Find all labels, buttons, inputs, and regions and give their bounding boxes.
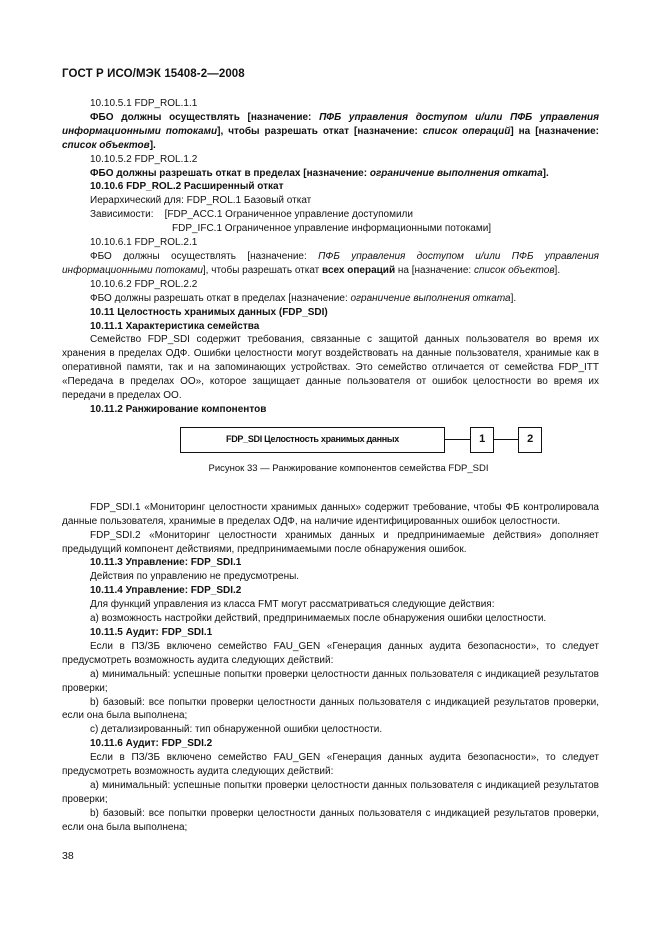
text-run: ]. <box>554 264 561 276</box>
text-run: ПФБ управления доступом и/или ПФБ управления информационными потоками <box>62 250 599 276</box>
figure-caption: Рисунок 33 — Ранжирование компонентов семейства FDP_SDI <box>208 462 489 474</box>
connector-line <box>445 439 470 441</box>
page-number: 38 <box>62 850 74 862</box>
heading-10-11-5: 10.11.5 Аудит: FDP_SDI.1 <box>90 627 213 638</box>
audit-item-a: а) минимальный: успешные попытки проверки целостности данных пользователя с индикацией результатов проверки; <box>62 668 599 694</box>
audit-item-b: b) базовый: все попытки проверки целостности данных пользователя с индикацией результатов проверки, если она была выполнена; <box>62 807 599 833</box>
text-run: список операций <box>422 125 511 137</box>
heading-10-11-1: 10.11.1 Характеристика семейства <box>90 320 260 332</box>
text-run: ], чтобы разрешать откат [назначение: <box>217 125 423 137</box>
page-content <box>62 97 599 835</box>
text-run: ФБО должны осуществлять [назначение: <box>90 250 319 262</box>
heading-10-11-4: 10.11.4 Управление: FDP_SDI.2 <box>90 585 242 597</box>
management-sdi-1: Действия по управлению не предусмотрены. <box>90 571 300 583</box>
text-run: список объектов <box>62 139 150 151</box>
text-run: ФБО должны разрешать откат в пределах [назначение: <box>90 167 370 179</box>
component-box-1: 1 <box>470 427 494 453</box>
management-intro: Для функций управления из класса FMT могут рассматриваться следующие действия: <box>90 599 495 611</box>
requirement-rol-1-1 <box>62 111 599 153</box>
component-box-2: 2 <box>518 427 542 453</box>
requirement-rol-1-2 <box>62 167 599 181</box>
text-run: ]. <box>149 139 156 151</box>
family-box: FDP_SDI Целостность хранимых данных <box>180 427 445 453</box>
text-run: список объектов <box>473 264 555 276</box>
requirement-rol-2-2 <box>62 292 599 306</box>
text-run: на [назначение: <box>395 264 474 276</box>
dependencies-label: Зависимости: <box>90 209 154 221</box>
text-run: ]. <box>510 292 517 304</box>
clause-10-10-6-2: 10.10.6.2 FDP_ROL.2.2 <box>90 278 198 290</box>
family-description: Семейство FDP_SDI содержит требования, связанные с защитой данных пользователя во время их хранения в пределах ОДФ. Ошибки целостности могут воздействовать на данные пользователя, хранимые как в оперативной памяти, так и на запоминающих устройствах. Это семейство отличается от семейства FDP_ITT «Передача в пределах ОО», которое защищает данные пользователя от ошибок целостности во время их передачи в пределах ОО. <box>62 334 599 402</box>
heading-10-11-6: 10.11.6 Аудит: FDP_SDI.2 <box>90 738 213 750</box>
text-run: ФБО должны разрешать откат в пределах [назначение: <box>90 292 351 304</box>
text-run: ограничение выполнения отката <box>369 167 543 179</box>
audit-intro-sdi-1: Если в ПЗ/ЗБ включено семейство FAU_GEN «Генерация данных аудита безопасности», то следует предусмотреть возможность аудита следующих действий: <box>62 640 599 666</box>
heading-10-11-2: 10.11.2 Ранжирование компонентов <box>90 403 267 415</box>
text-run: ], чтобы разрешать откат <box>202 264 323 276</box>
requirement-rol-2-1 <box>62 250 599 278</box>
sdi-1-description: FDP_SDI.1 «Мониторинг целостности хранимых данных» содержит требование, чтобы ФБ контролировала данные пользователя, хранимые в пределах ОДФ, на наличие идентифицированных ошибок целостности. <box>62 501 599 527</box>
heading-10-10-6: 10.10.6 FDP_ROL.2 Расширенный откат <box>90 181 284 193</box>
text-run: ] на [назначение: <box>510 125 600 137</box>
figure-spacing <box>62 481 599 501</box>
audit-item-a: а) минимальный: успешные попытки проверки целостности данных пользователя с индикацией результатов проверки; <box>62 779 599 805</box>
audit-item-c: с) детализированный: тип обнаруженной ошибки целостности. <box>90 724 383 736</box>
text-run: ФБО должны осуществлять [назначение: <box>90 111 320 123</box>
dependencies-line <box>62 208 599 222</box>
text-run: ПФБ управления доступом и/или ПФБ управления информационными потоками <box>62 111 599 137</box>
clause-10-10-5-1: 10.10.5.1 FDP_ROL.1.1 <box>90 98 198 109</box>
hierarchy-line: Иерархический для: FDP_ROL.1 Базовый откат <box>90 195 312 207</box>
clause-10-10-6-1: 10.10.6.1 FDP_ROL.2.1 <box>90 237 198 249</box>
audit-intro-sdi-2: Если в ПЗ/ЗБ включено семейство FAU_GEN «Генерация данных аудита безопасности», то следует предусмотреть возможность аудита следующих действий: <box>62 752 599 778</box>
text-run: ограничение выполнения отката <box>350 292 511 304</box>
heading-10-11-3: 10.11.3 Управление: FDP_SDI.1 <box>90 557 242 569</box>
document-header: ГОСТ Р ИСО/МЭК 15408-2—2008 <box>62 68 245 80</box>
connector-line <box>494 439 518 441</box>
heading-10-11: 10.11 Целостность хранимых данных (FDP_SDI) <box>90 306 328 318</box>
component-levelling-figure <box>62 417 599 481</box>
clause-10-10-5-2: 10.10.5.2 FDP_ROL.1.2 <box>90 153 198 165</box>
text-run: всех операций <box>322 264 396 276</box>
audit-item-b: b) базовый: все попытки проверки целостности данных пользователя с индикацией результатов проверки, если она была выполнена; <box>62 696 599 722</box>
sdi-2-description: FDP_SDI.2 «Мониторинг целостности хранимых данных и предпринимаемые действия» дополняет предыдущий компонент действиями, предпринимаемыми после обнаружения ошибок. <box>62 529 599 555</box>
dependency-item: [FDP_ACC.1 Ограниченное управление доступомили <box>164 209 413 221</box>
text-run: ]. <box>542 167 549 179</box>
dependency-item: FDP_IFC.1 Ограниченное управление информационными потоками] <box>172 223 492 235</box>
management-item-a: а) возможность настройки действий, предпринимаемых после обнаружения ошибки целостности. <box>90 613 547 625</box>
